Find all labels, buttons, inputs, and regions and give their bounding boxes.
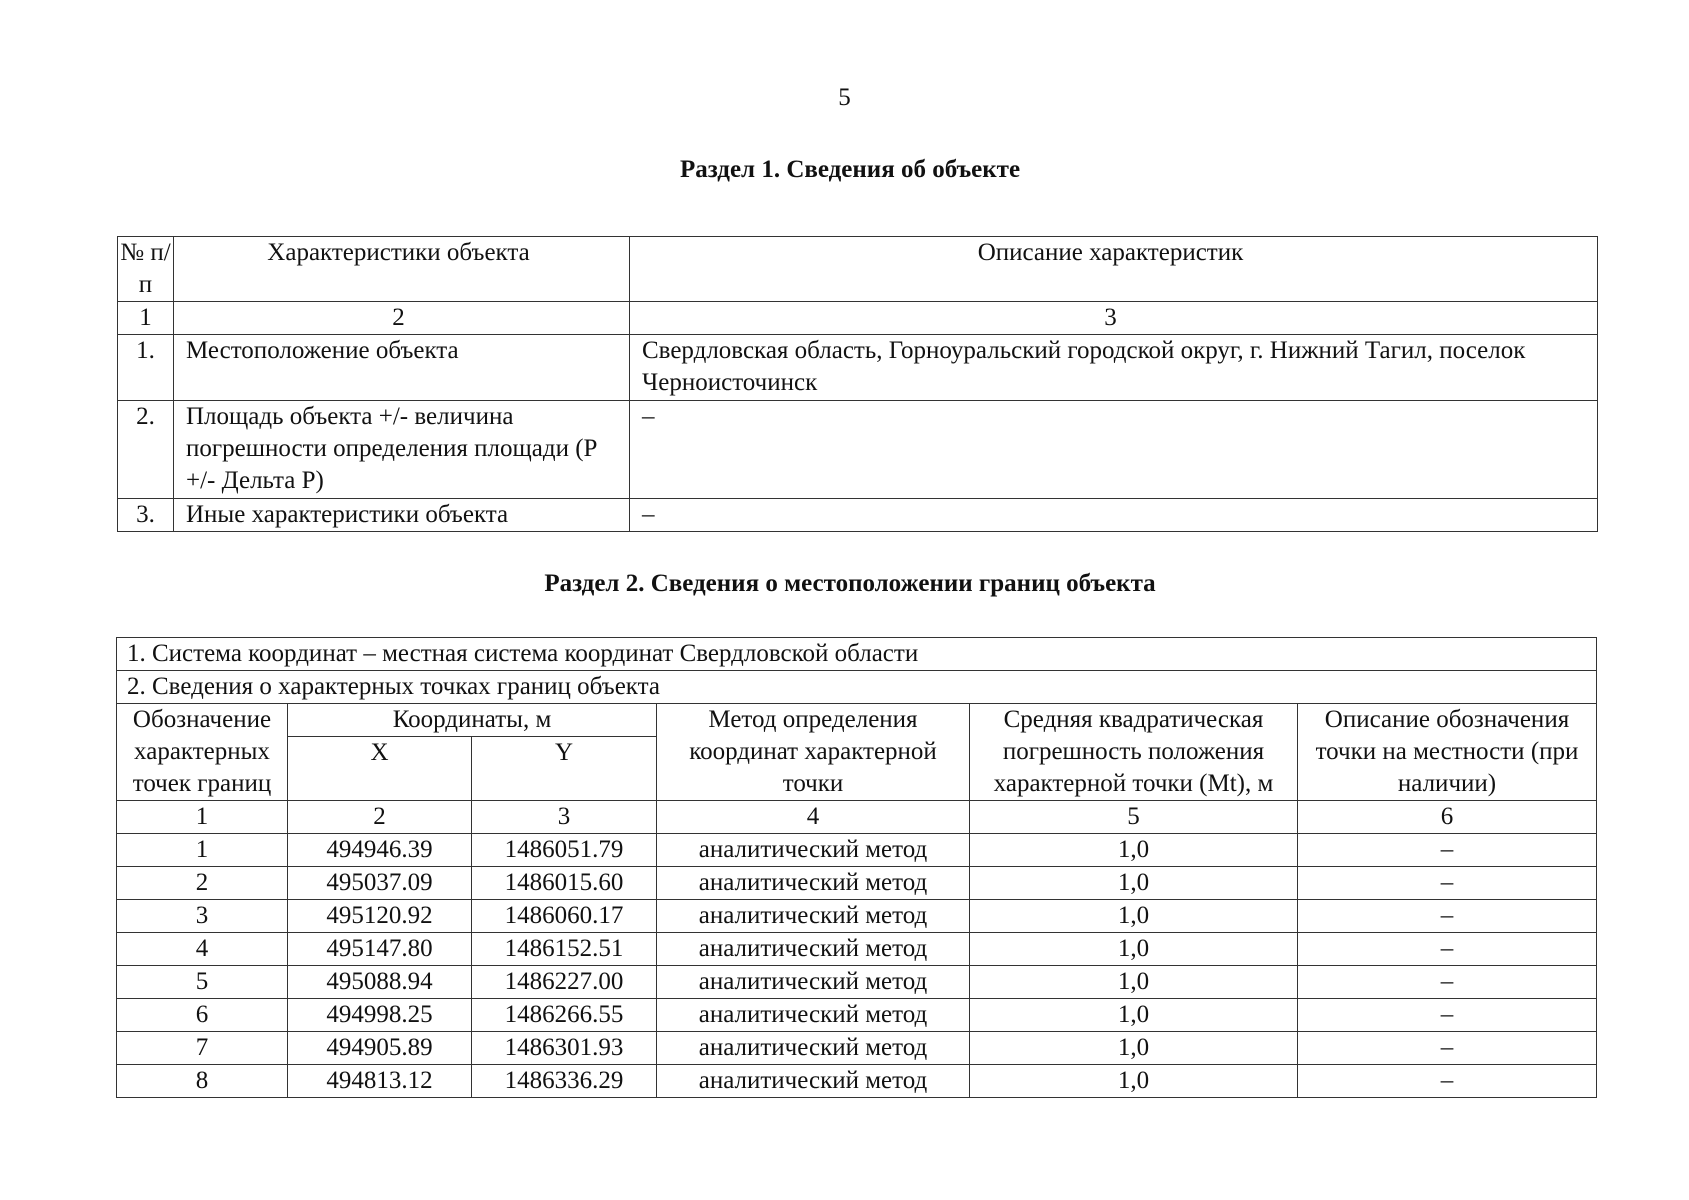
error-value: 1,0 <box>970 867 1298 900</box>
boundary-points-table <box>116 637 1597 1098</box>
error-value: 1,0 <box>970 999 1298 1032</box>
column-number: 3 <box>472 801 657 834</box>
column-number: 2 <box>174 302 630 335</box>
header-description: Описание характеристик <box>630 237 1598 302</box>
method: аналитический метод <box>657 900 970 933</box>
row-characteristic: Иные характеристики объекта <box>174 499 630 532</box>
points-caption-row <box>117 671 1597 704</box>
error-value: 1,0 <box>970 933 1298 966</box>
coord-x: 494998.25 <box>288 999 472 1032</box>
row-description: – <box>630 499 1598 532</box>
row-description: Свердловская область, Горноуральский городской округ, г. Нижний Тагил, поселок Черноисточинск <box>630 335 1598 401</box>
point-note: – <box>1298 867 1597 900</box>
point-id: 5 <box>117 966 288 999</box>
point-id: 2 <box>117 867 288 900</box>
section-1-title: Раздел 1. Сведения об объекте <box>679 156 1021 183</box>
coord-system-row <box>117 638 1597 671</box>
header-error: Средняя квадратическая погрешность положения характерной точки (Mt), м <box>970 704 1298 801</box>
point-note: – <box>1298 900 1597 933</box>
column-number: 1 <box>117 801 288 834</box>
table-row <box>117 900 1597 933</box>
method: аналитический метод <box>657 867 970 900</box>
column-number: 6 <box>1298 801 1597 834</box>
point-note: – <box>1298 834 1597 867</box>
header-coords: Координаты, м <box>288 704 657 737</box>
point-id: 6 <box>117 999 288 1032</box>
coord-y: 1486301.93 <box>472 1032 657 1065</box>
coord-y: 1486060.17 <box>472 900 657 933</box>
point-id: 3 <box>117 900 288 933</box>
coord-x: 494905.89 <box>288 1032 472 1065</box>
error-value: 1,0 <box>970 834 1298 867</box>
method: аналитический метод <box>657 999 970 1032</box>
header-point: Обозначение характерных точек границ <box>117 704 288 801</box>
column-number: 3 <box>630 302 1598 335</box>
coord-y: 1486051.79 <box>472 834 657 867</box>
method: аналитический метод <box>657 966 970 999</box>
table2-header-row <box>117 704 1597 737</box>
column-number: 1 <box>118 302 174 335</box>
coord-x: 495147.80 <box>288 933 472 966</box>
header-y: Y <box>472 737 657 801</box>
error-value: 1,0 <box>970 1032 1298 1065</box>
header-note: Описание обозначения точки на местности (при наличии) <box>1298 704 1597 801</box>
table-row <box>118 499 1598 532</box>
point-note: – <box>1298 1065 1597 1098</box>
table2-column-numbers <box>117 801 1597 834</box>
table-row <box>117 834 1597 867</box>
header-characteristic: Характеристики объекта <box>174 237 630 302</box>
point-note: – <box>1298 1032 1597 1065</box>
method: аналитический метод <box>657 834 970 867</box>
points-caption-text: 2. Сведения о характерных точках границ объекта <box>117 671 1597 704</box>
coord-y: 1486152.51 <box>472 933 657 966</box>
table-row <box>118 401 1598 499</box>
method: аналитический метод <box>657 1065 970 1098</box>
row-characteristic: Местоположение объекта <box>174 335 630 401</box>
error-value: 1,0 <box>970 1065 1298 1098</box>
row-num: 3. <box>118 499 174 532</box>
coord-y: 1486015.60 <box>472 867 657 900</box>
table-row <box>117 1032 1597 1065</box>
coord-x: 495120.92 <box>288 900 472 933</box>
object-info-table <box>117 236 1598 532</box>
coord-y: 1486227.00 <box>472 966 657 999</box>
coord-y: 1486336.29 <box>472 1065 657 1098</box>
table-row <box>118 335 1598 401</box>
header-x: X <box>288 737 472 801</box>
row-num: 2. <box>118 401 174 499</box>
row-num: 1. <box>118 335 174 401</box>
column-number: 2 <box>288 801 472 834</box>
header-num: № п/п <box>118 237 174 302</box>
error-value: 1,0 <box>970 966 1298 999</box>
table-row <box>117 867 1597 900</box>
coord-y: 1486266.55 <box>472 999 657 1032</box>
table1-header-row <box>118 237 1598 302</box>
row-description: – <box>630 401 1598 499</box>
point-id: 7 <box>117 1032 288 1065</box>
section-2-title: Раздел 2. Сведения о местоположении границ объекта <box>544 570 1156 597</box>
coord-x: 494813.12 <box>288 1065 472 1098</box>
column-number: 5 <box>970 801 1298 834</box>
header-method: Метод определения координат характерной точки <box>657 704 970 801</box>
coord-x: 494946.39 <box>288 834 472 867</box>
point-id: 8 <box>117 1065 288 1098</box>
page-number: 5 <box>838 84 851 111</box>
table-row <box>117 999 1597 1032</box>
column-number: 4 <box>657 801 970 834</box>
row-characteristic: Площадь объекта +/- величина погрешности определения площади (Р +/- Дельта Р) <box>174 401 630 499</box>
point-note: – <box>1298 966 1597 999</box>
table-row <box>117 966 1597 999</box>
point-note: – <box>1298 933 1597 966</box>
coord-x: 495088.94 <box>288 966 472 999</box>
coord-system-text: 1. Система координат – местная система координат Свердловской области <box>117 638 1597 671</box>
point-id: 4 <box>117 933 288 966</box>
method: аналитический метод <box>657 933 970 966</box>
table1-column-numbers <box>118 302 1598 335</box>
error-value: 1,0 <box>970 900 1298 933</box>
point-id: 1 <box>117 834 288 867</box>
method: аналитический метод <box>657 1032 970 1065</box>
coord-x: 495037.09 <box>288 867 472 900</box>
table-row <box>117 933 1597 966</box>
point-note: – <box>1298 999 1597 1032</box>
table-row <box>117 1065 1597 1098</box>
